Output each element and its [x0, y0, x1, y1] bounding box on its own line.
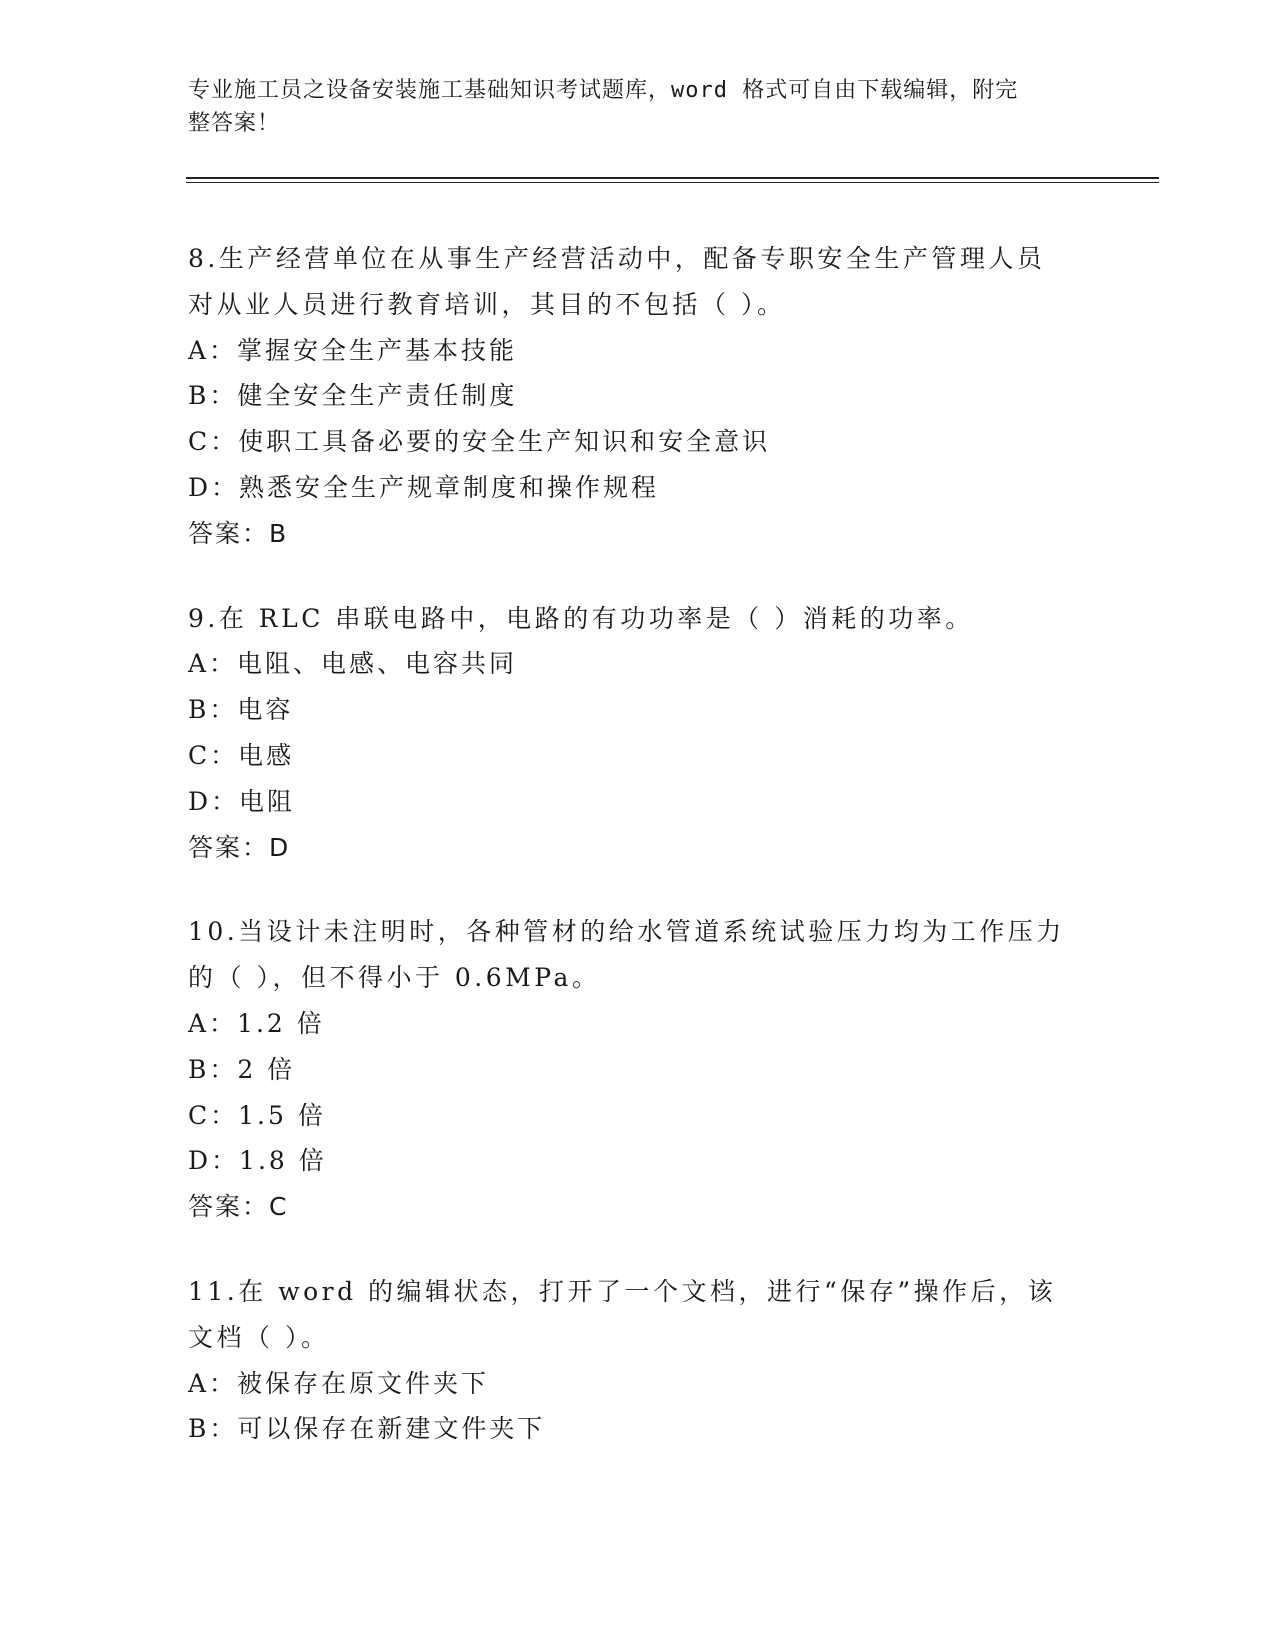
- question-8: [188, 236, 1088, 557]
- option-b: B：2 倍: [188, 1054, 296, 1084]
- option-d: D：熟悉安全生产规章制度和操作规程: [188, 472, 660, 502]
- question-stem-line: 10.当设计未注明时，各种管材的给水管道系统试验压力均为工作压力: [188, 917, 1065, 947]
- question-stem: [188, 1269, 1088, 1361]
- question-list: [188, 236, 1088, 1491]
- option-d: D：1.8 倍: [188, 1146, 327, 1176]
- option-b: B：可以保存在新建文件夹下: [188, 1414, 546, 1444]
- question-stem: [188, 596, 1088, 642]
- option-c: C：电感: [188, 740, 295, 770]
- document-header: [188, 74, 1068, 140]
- question-stem-line: 9.在 RLC 串联电路中，电路的有功功率是（ ）消耗的功率。: [188, 603, 974, 633]
- question-11: [188, 1269, 1088, 1452]
- option-a: A：掌握安全生产基本技能: [188, 335, 518, 365]
- header-divider: [186, 177, 1159, 183]
- option-b: B：电容: [188, 695, 294, 725]
- question-9: [188, 596, 1088, 871]
- question-10: [188, 909, 1088, 1230]
- header-line-2: 整答案！: [188, 111, 281, 136]
- answer-line: 答案：D: [188, 832, 291, 862]
- option-c: C：使职工具备必要的安全生产知识和安全意识: [188, 427, 771, 457]
- answer-line: 答案：B: [188, 518, 289, 548]
- question-stem-line: 文档（ ）。: [188, 1322, 330, 1352]
- option-a: A：被保存在原文件夹下: [188, 1368, 490, 1398]
- option-a: A：1.2 倍: [188, 1008, 325, 1038]
- question-stem: [188, 236, 1088, 328]
- header-line-1: 专业施工员之设备安装施工基础知识考试题库，word 格式可自由下载编辑，附完: [188, 78, 1019, 103]
- option-a: A：电阻、电感、电容共同: [188, 649, 518, 679]
- question-stem-line: 8.生产经营单位在从事生产经营活动中，配备专职安全生产管理人员: [188, 244, 1046, 273]
- question-stem: [188, 909, 1088, 1001]
- question-stem-line: 对从业人员进行教育培训，其目的不包括（ ）。: [188, 289, 786, 319]
- option-d: D：电阻: [188, 786, 296, 816]
- question-stem-line: 11.在 word 的编辑状态，打开了一个文档，进行“保存”操作后，该: [188, 1276, 1057, 1306]
- question-stem-line: 的（ ），但不得小于 0.6MPa。: [188, 963, 601, 993]
- answer-line: 答案：C: [188, 1192, 289, 1222]
- option-c: C：1.5 倍: [188, 1100, 326, 1130]
- option-b: B：健全安全生产责任制度: [188, 381, 518, 411]
